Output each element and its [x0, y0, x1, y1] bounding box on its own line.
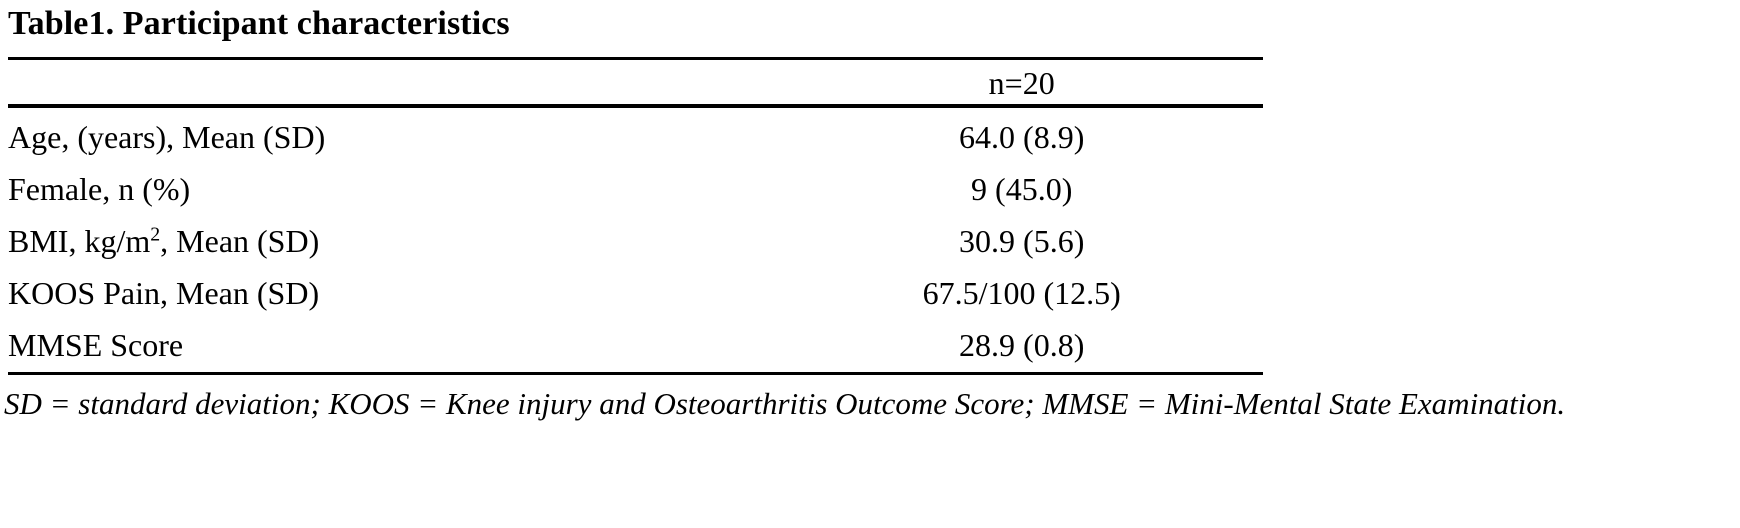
row-value-koos-pain: 67.5/100 (12.5): [922, 274, 1121, 311]
row-label-bmi-pre: BMI, kg/m: [8, 222, 151, 259]
table-footnote: SD = standard deviation; KOOS = Knee injury and Osteoarthritis Outcome Score; MMSE = Mini-Mental State Examination.: [4, 385, 1566, 421]
row-label-female: Female, n (%): [8, 171, 191, 207]
table-container: [8, 57, 1263, 378]
row-label-bmi: [8, 216, 780, 268]
participant-characteristics-table: [8, 57, 1263, 378]
table-row: [8, 320, 1263, 373]
row-value-age: 64.0 (8.9): [959, 119, 1085, 156]
row-label-bmi-superscript: 2: [150, 223, 161, 246]
table-row: [8, 112, 1263, 164]
table-caption: Table1. Participant characteristics: [8, 5, 510, 42]
row-label-koos-pain: KOOS Pain, Mean (SD): [8, 274, 320, 311]
table-bottom-rule: [8, 373, 1263, 378]
table-header-row: [8, 63, 1263, 106]
row-label-age: Age, (years), Mean (SD): [8, 119, 326, 156]
column-header-label: [8, 63, 780, 106]
row-label-bmi-post: , Mean (SD): [160, 222, 320, 259]
row-value-female: 9 (45.0): [971, 171, 1073, 207]
table-row: [8, 268, 1263, 320]
table-body: [8, 112, 1263, 373]
row-value-mmse-score: 28.9 (0.8): [959, 326, 1085, 363]
column-header-n: n=20: [988, 65, 1055, 102]
row-label-mmse-score: MMSE Score: [8, 326, 184, 363]
table-row: [8, 216, 1263, 268]
table-row: [8, 164, 1263, 216]
row-value-bmi: 30.9 (5.6): [959, 222, 1085, 259]
